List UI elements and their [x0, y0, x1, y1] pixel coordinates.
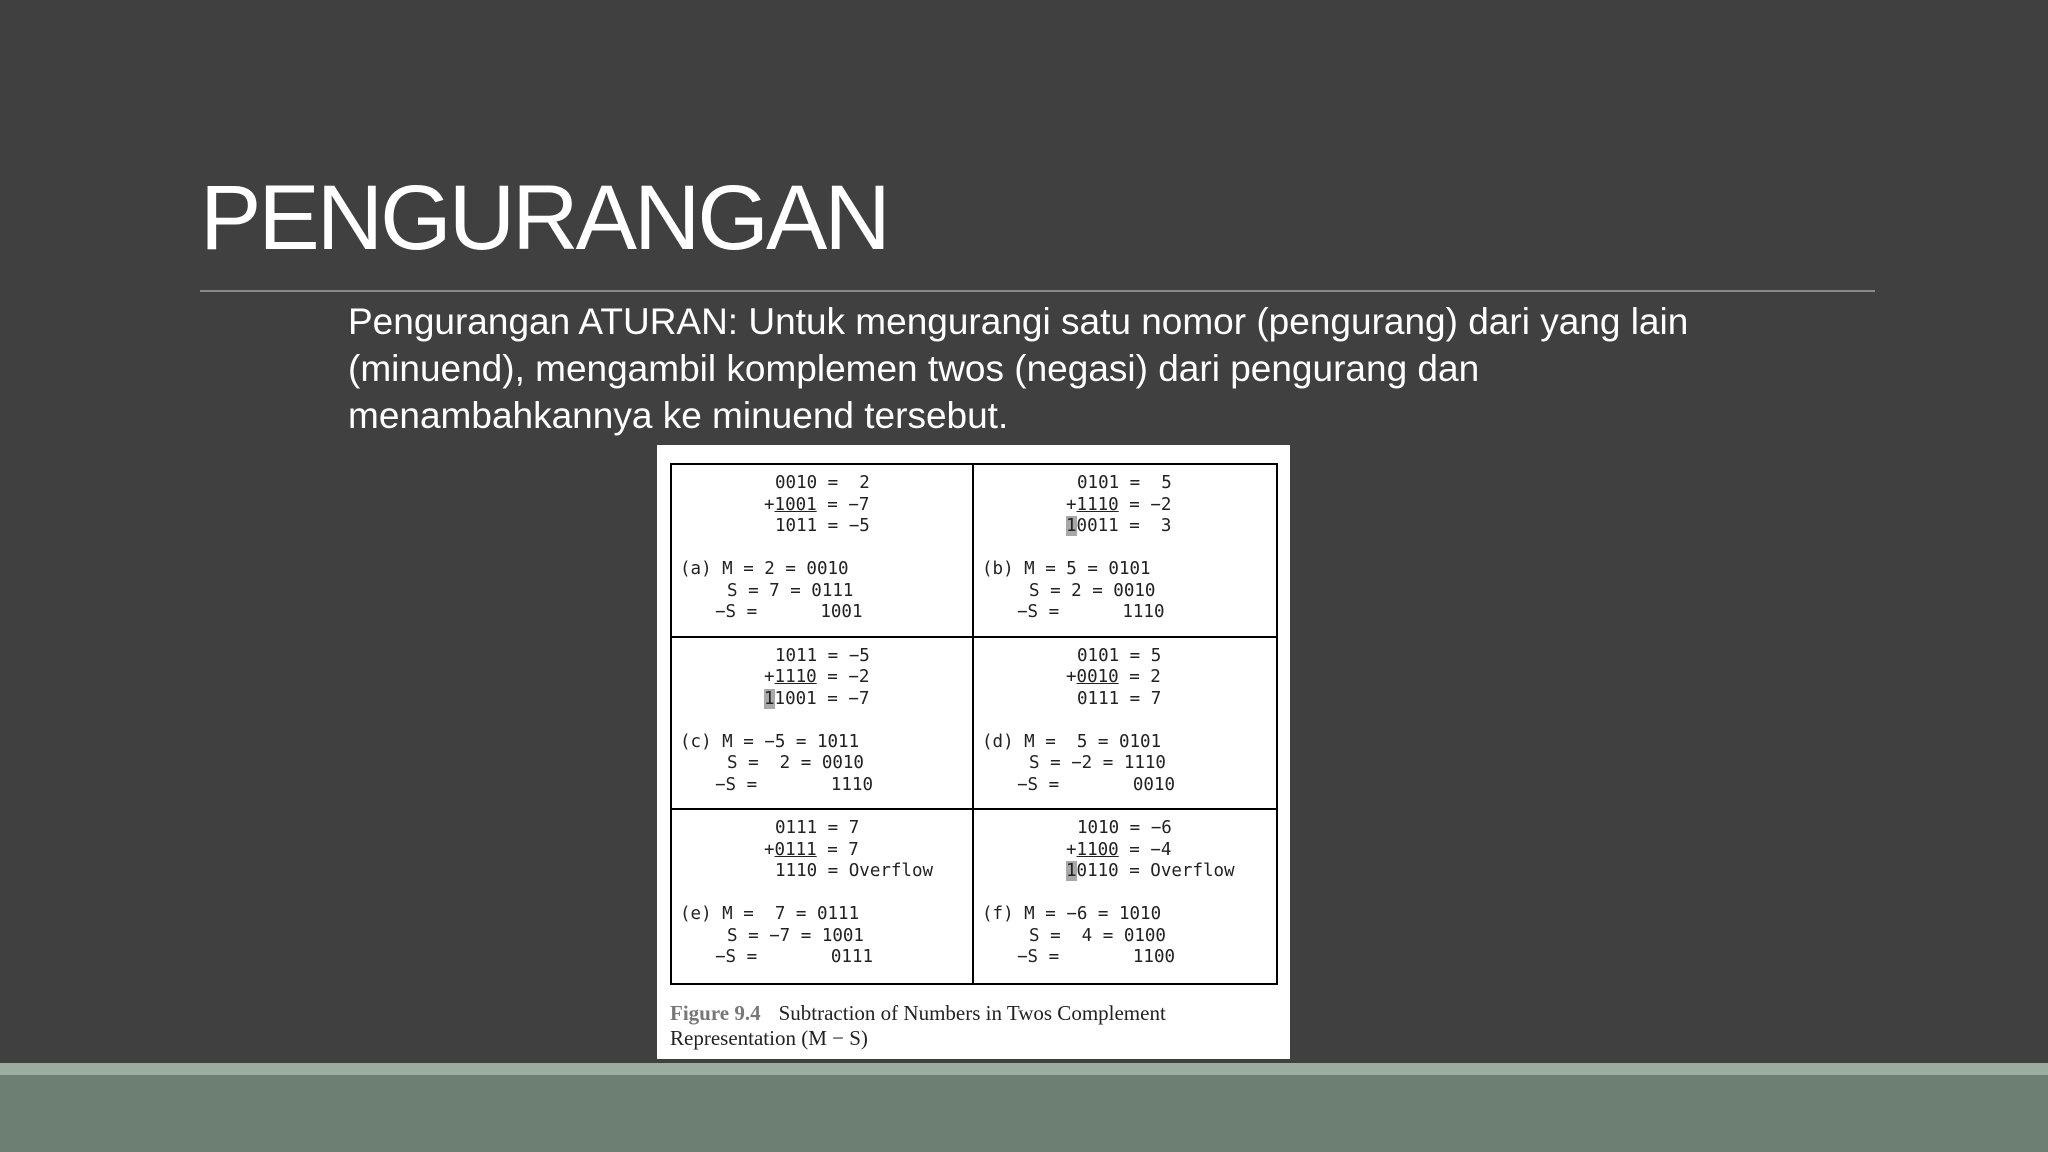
carry-bit: 1 — [1066, 516, 1077, 536]
example-cell-b — [974, 465, 1276, 638]
result-value: 1011 = −5 — [775, 516, 870, 536]
footer-bar — [0, 1075, 2048, 1152]
figure-caption-label: Figure 9.4 — [670, 1001, 761, 1025]
addend-value: = −4 — [1118, 839, 1172, 860]
sum-line-3 — [775, 861, 933, 883]
figure-caption-text: Subtraction of Numbers in Twos Complement Representation (M − S) — [670, 1001, 1166, 1050]
result-value: 1001 = −7 — [774, 688, 870, 709]
addend-value: = −2 — [1118, 494, 1172, 515]
def-line-s: S = 2 = 0010 — [727, 753, 864, 774]
sum-line-2 — [1066, 840, 1171, 862]
def-line-m: (c) M = −5 = 1011 — [680, 731, 860, 752]
addend-bits: 1001 — [774, 494, 817, 515]
def-line-s: S = 2 = 0010 — [1029, 580, 1156, 601]
slide-title: PENGURANGAN — [200, 167, 888, 269]
sum-line-3 — [1077, 689, 1161, 711]
sum-line-3 — [775, 516, 870, 538]
addend-value: = −2 — [816, 667, 870, 688]
addend-value: = 2 — [1118, 667, 1161, 688]
example-cell-f — [974, 810, 1276, 983]
sum-line-1: 0101 = 5 — [1077, 645, 1162, 666]
sum-line-2 — [1066, 667, 1161, 689]
sum-line-2 — [1066, 495, 1171, 517]
sum-line-1: 0010 = 2 — [775, 473, 870, 493]
carry-bit: 1 — [1066, 861, 1077, 882]
sum-line-1: 1011 = −5 — [775, 645, 870, 666]
addend-value: = −7 — [816, 494, 870, 515]
def-line-m: (f) M = −6 = 1010 — [982, 904, 1162, 925]
plus-sign: + — [1066, 494, 1077, 515]
sum-line-1: 0101 = 5 — [1077, 473, 1172, 493]
plus-sign: + — [764, 839, 775, 860]
result-value: 0110 = Overflow — [1076, 861, 1235, 882]
example-cell-a — [672, 465, 974, 638]
def-line-neg-s: −S = 0111 — [715, 947, 874, 968]
example-cell-c — [672, 638, 974, 811]
addend-bits: 1110 — [1076, 494, 1119, 515]
plus-sign: + — [764, 667, 775, 688]
slide-body-text: Pengurangan ATURAN: Untuk mengurangi satu nomor (pengurang) dari yang lain (minuend), mengambil komplemen twos (negasi) dari pengurang dan menambahkannya ke minuend tersebut. — [348, 301, 1689, 436]
def-line-s: S = −7 = 1001 — [727, 925, 864, 946]
def-line-m: (a) M = 2 = 0010 — [680, 559, 849, 579]
def-line-m: (e) M = 7 = 0111 — [680, 904, 860, 925]
def-line-neg-s: −S = 1100 — [1017, 947, 1176, 968]
figure-caption — [670, 1001, 1280, 1051]
def-line-m: (d) M = 5 = 0101 — [982, 731, 1162, 752]
title-divider — [200, 290, 1875, 292]
def-line-s: S = −2 = 1110 — [1029, 753, 1166, 774]
sum-line-3 — [1066, 516, 1171, 538]
result-value: 0011 = 3 — [1076, 516, 1172, 536]
result-value: 0111 = 7 — [1077, 688, 1162, 709]
def-line-neg-s: −S = 1110 — [1017, 602, 1165, 622]
def-line-s: S = 7 = 0111 — [727, 580, 854, 601]
example-grid — [670, 463, 1278, 985]
sum-line-3 — [1066, 861, 1235, 883]
sum-line-1: 1010 = −6 — [1077, 818, 1172, 839]
result-value: 1110 = Overflow — [775, 861, 934, 882]
def-line-m: (b) M = 5 = 0101 — [982, 559, 1151, 579]
sum-line-1: 0111 = 7 — [775, 818, 860, 839]
addend-bits: 0111 — [774, 839, 817, 860]
def-line-neg-s: −S = 1110 — [715, 774, 874, 795]
sum-line-3 — [764, 689, 869, 711]
carry-bit: 1 — [764, 688, 775, 709]
def-line-neg-s: −S = 1001 — [715, 602, 863, 622]
addend-bits: 1100 — [1076, 839, 1119, 860]
def-line-neg-s: −S = 0010 — [1017, 774, 1176, 795]
plus-sign: + — [764, 494, 775, 515]
addend-bits: 1110 — [774, 667, 817, 688]
addend-bits: 0010 — [1076, 667, 1119, 688]
sum-line-2 — [764, 495, 869, 517]
example-cell-e — [672, 810, 974, 983]
addend-value: = 7 — [816, 839, 859, 860]
sum-line-2 — [764, 667, 869, 689]
sum-line-2 — [764, 840, 859, 862]
plus-sign: + — [1066, 667, 1077, 688]
figure-image — [657, 445, 1290, 1059]
example-cell-d — [974, 638, 1276, 811]
footer-accent-strip — [0, 1063, 2048, 1075]
plus-sign: + — [1066, 839, 1077, 860]
def-line-s: S = 4 = 0100 — [1029, 925, 1166, 946]
